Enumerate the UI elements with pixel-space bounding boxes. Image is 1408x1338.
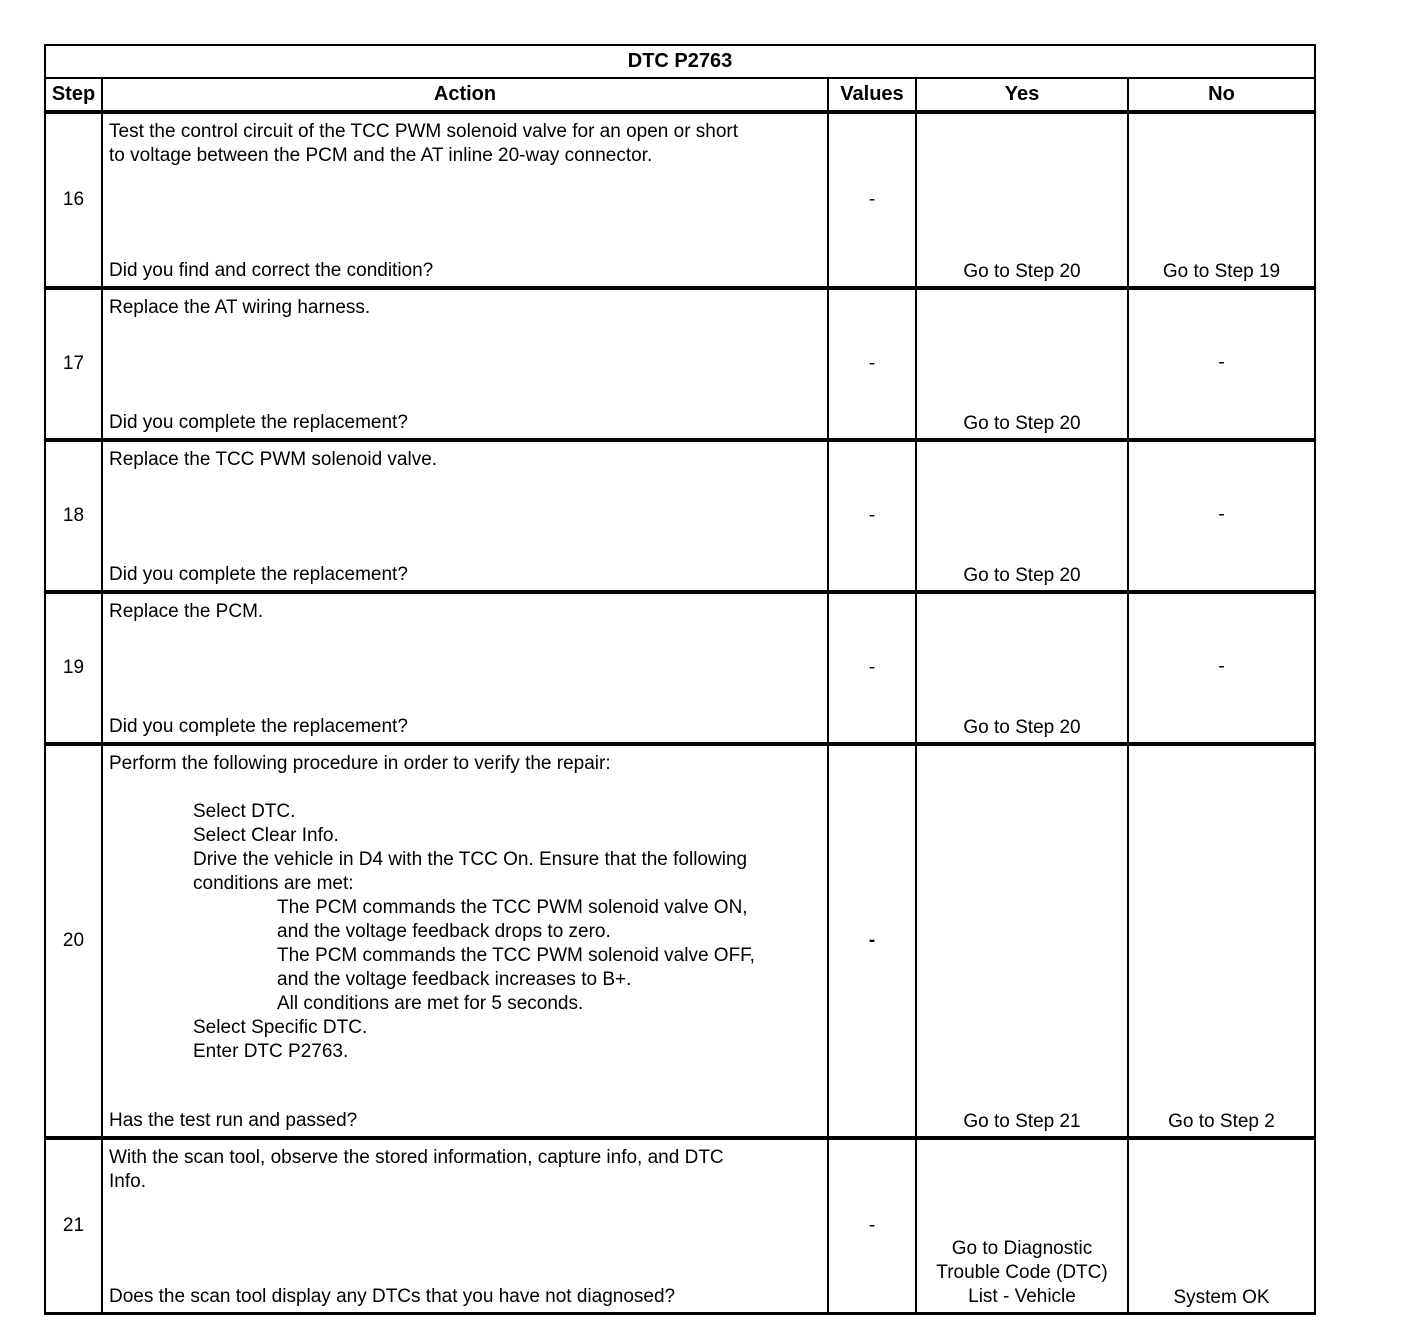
action-cell — [102, 288, 828, 440]
action-question: Has the test run and passed? — [109, 1110, 358, 1131]
action-text: Info. — [109, 1171, 146, 1192]
action-cell — [102, 1138, 828, 1314]
procedure-substep: The PCM commands the TCC PWM solenoid valve ON, — [277, 897, 748, 918]
no-cell: Go to Step 2 — [1128, 744, 1315, 1138]
yes-text: List - Vehicle — [968, 1286, 1076, 1307]
values-cell: - — [828, 440, 916, 592]
step-number: 19 — [45, 592, 102, 744]
procedure-step: Select DTC. — [193, 801, 296, 822]
yes-cell — [916, 1138, 1128, 1314]
header-action: Action — [102, 78, 828, 112]
values-cell: - — [828, 112, 916, 288]
action-cell — [102, 592, 828, 744]
procedure-substep: All conditions are met for 5 seconds. — [277, 993, 584, 1014]
values-cell: - — [828, 1138, 916, 1314]
yes-cell: Go to Step 20 — [916, 592, 1128, 744]
step-number: 16 — [45, 112, 102, 288]
yes-text: Trouble Code (DTC) — [936, 1262, 1108, 1283]
yes-cell: Go to Step 20 — [916, 440, 1128, 592]
action-question: Did you find and correct the condition? — [109, 260, 434, 281]
action-text: With the scan tool, observe the stored information, capture info, and DTC — [109, 1147, 724, 1168]
table-row — [45, 112, 1315, 288]
procedure-list — [109, 800, 821, 1064]
table-title: DTC P2763 — [45, 45, 1315, 78]
action-text: Perform the following procedure in order to verify the repair: — [109, 753, 611, 774]
procedure-step: Enter DTC P2763. — [193, 1041, 349, 1062]
table-row — [45, 288, 1315, 440]
header-values: Values — [828, 78, 916, 112]
action-question: Did you complete the replacement? — [109, 564, 408, 585]
action-cell — [102, 744, 828, 1138]
yes-cell: Go to Step 20 — [916, 288, 1128, 440]
action-question: Did you complete the replacement? — [109, 716, 408, 737]
header-no: No — [1128, 78, 1315, 112]
yes-text: Go to Diagnostic — [951, 1238, 1093, 1259]
no-cell: - — [1128, 440, 1315, 592]
step-number: 21 — [45, 1138, 102, 1314]
header-yes: Yes — [916, 78, 1128, 112]
no-cell: - — [1128, 288, 1315, 440]
table-row — [45, 440, 1315, 592]
no-cell: System OK — [1128, 1138, 1315, 1314]
table-row — [45, 592, 1315, 744]
values-cell: - — [828, 288, 916, 440]
action-question: Does the scan tool display any DTCs that you have not diagnosed? — [109, 1286, 676, 1307]
procedure-step: Drive the vehicle in D4 with the TCC On. Ensure that the following — [193, 849, 748, 870]
action-text: Test the control circuit of the TCC PWM solenoid valve for an open or short — [109, 121, 739, 142]
procedure-substep: The PCM commands the TCC PWM solenoid valve OFF, — [277, 945, 755, 966]
procedure-step: Select Specific DTC. — [193, 1017, 368, 1038]
action-text: Replace the PCM. — [109, 601, 264, 622]
no-cell: Go to Step 19 — [1128, 112, 1315, 288]
no-cell: - — [1128, 592, 1315, 744]
step-number: 20 — [45, 744, 102, 1138]
diagnostic-table — [44, 44, 1316, 1315]
procedure-step: Select Clear Info. — [193, 825, 339, 846]
action-cell — [102, 440, 828, 592]
table-row — [45, 1138, 1315, 1314]
header-step: Step — [45, 78, 102, 112]
action-text: to voltage between the PCM and the AT inline 20-way connector. — [109, 145, 653, 166]
step-number: 17 — [45, 288, 102, 440]
procedure-step: conditions are met: — [193, 873, 354, 894]
yes-cell: Go to Step 20 — [916, 112, 1128, 288]
procedure-substep: and the voltage feedback drops to zero. — [277, 921, 611, 942]
table-row — [45, 744, 1315, 1138]
action-question: Did you complete the replacement? — [109, 412, 408, 433]
yes-cell: Go to Step 21 — [916, 744, 1128, 1138]
values-cell: - — [828, 744, 916, 1138]
action-cell — [102, 112, 828, 288]
procedure-substep: and the voltage feedback increases to B+. — [277, 969, 632, 990]
step-number: 18 — [45, 440, 102, 592]
action-text: Replace the TCC PWM solenoid valve. — [109, 449, 438, 470]
action-text: Replace the AT wiring harness. — [109, 297, 371, 318]
values-cell: - — [828, 592, 916, 744]
